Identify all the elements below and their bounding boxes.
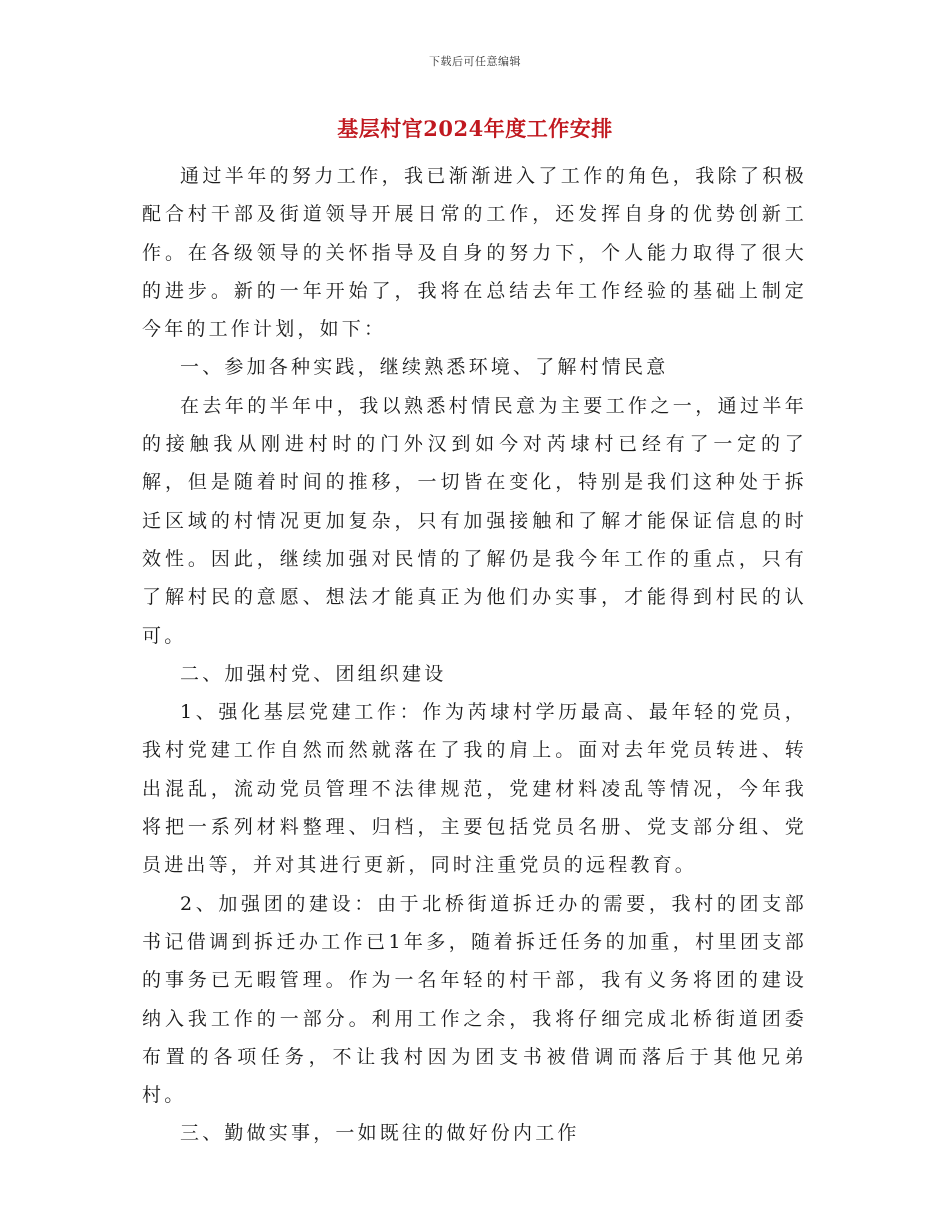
document-title: 基层村官2024年度工作安排 (337, 116, 613, 141)
intro-paragraph: 通过半年的努力工作，我已渐渐进入了工作的角色，我除了积极配合村干部及街道领导开展日常的工作，还发挥自身的优势创新工作。在各级领导的关怀指导及自身的努力下，个人能力取得了很大的进步。新的一年开始了，我将在总结去年工作经验的基础上制定今年的工作计划，如下： (142, 165, 807, 341)
document-body (142, 157, 807, 1153)
section-heading-3: 三、勤做实事，一如既往的做好份内工作 (180, 1122, 580, 1145)
section-heading-1: 一、参加各种实践，继续熟悉环境、了解村情民意 (180, 356, 669, 379)
section-2-item-2: 2、加强团的建设：由于北桥街道拆迁办的需要，我村的团支部书记借调到拆迁办工作已1年多，随着拆迁任务的加重，村里团支部的事务已无暇管理。作为一名年轻的村干部，我有义务将团的建设纳入我工作的一部分。利用工作之余，我将仔细完成北桥街道团委布置的各项任务，不让我村因为团支书被借调而落后于其他兄弟村。 (142, 892, 807, 1107)
section-2-item-1: 1、强化基层党建工作：作为芮埭村学历最高、最年轻的党员，我村党建工作自然而然就落在了我的肩上。面对去年党员转进、转出混乱，流动党员管理不法律规范，党建材料凌乱等情况，今年我将把一系列材料整理、归档，主要包括党员名册、党支部分组、党员进出等，并对其进行更新，同时注重党员的远程教育。 (142, 701, 807, 877)
section-heading-2: 二、加强村党、团组织建设 (180, 662, 447, 685)
header-note: 下载后可任意编辑 (429, 55, 521, 68)
section-1-paragraph: 在去年的半年中，我以熟悉村情民意为主要工作之一，通过半年的接触我从刚进村时的门外汉到如今对芮埭村已经有了一定的了解，但是随着时间的推移，一切皆在变化，特别是我们这种处于拆迁区域的村情况更加复杂，只有加强接触和了解才能保证信息的时效性。因此，继续加强对民情的了解仍是我今年工作的重点，只有了解村民的意愿、想法才能真正为他们办实事，才能得到村民的认可。 (142, 394, 807, 647)
